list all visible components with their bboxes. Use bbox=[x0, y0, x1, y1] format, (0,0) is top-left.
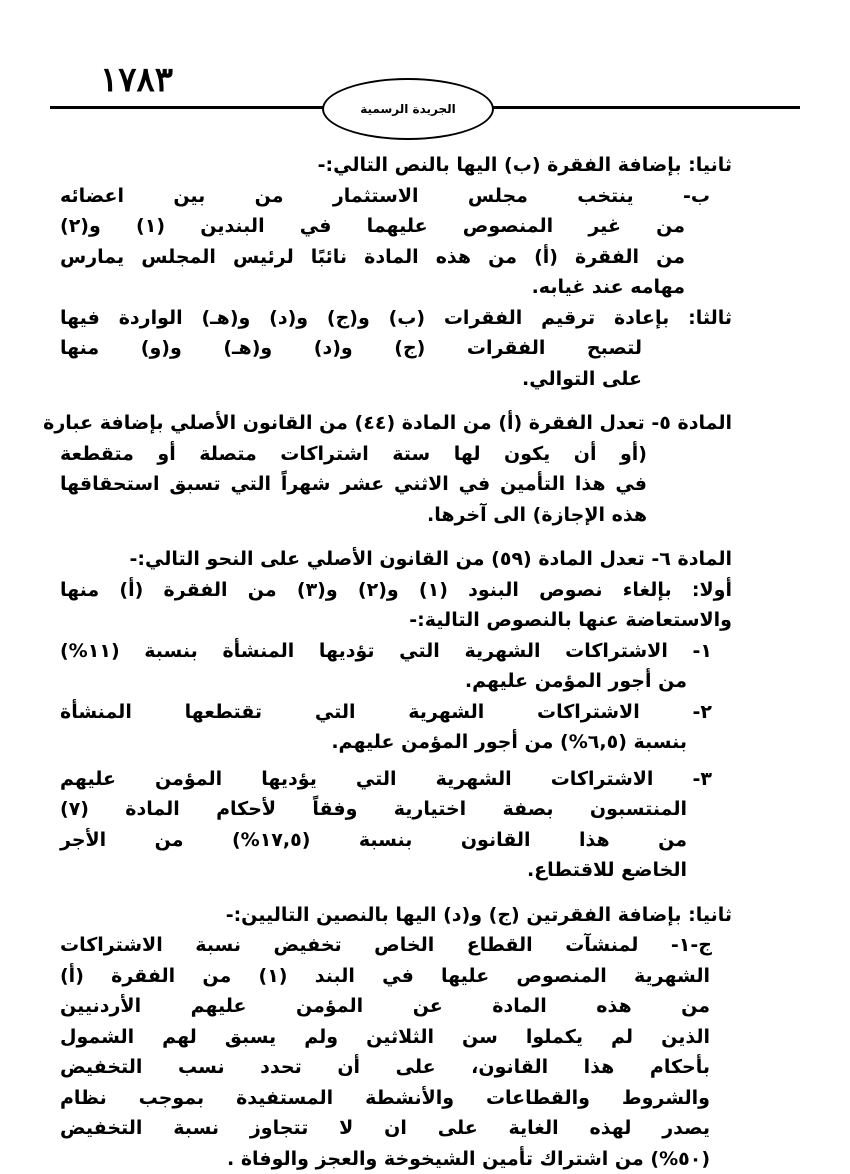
paragraph-line: ثانيا: بإضافة الفقرة (ب) اليها بالنص التالي:- bbox=[60, 150, 732, 181]
paragraph-line: بنسبة (٦,٥%) من أجور المؤمن عليهم. bbox=[60, 727, 687, 758]
paragraph-line: من الفقرة (أ) من هذه المادة نائبًا لرئيس المجلس يمارس bbox=[60, 242, 685, 273]
paragraph-line: من أجور المؤمن عليهم. bbox=[60, 666, 687, 697]
paragraph-line: في هذا التأمين في الاثني عشر شهراً التي تسبق استحقاقها bbox=[60, 469, 647, 500]
paragraph-line: ٣- الاشتراكات الشهرية التي يؤديها المؤمن عليهم bbox=[60, 764, 712, 795]
gazette-title-oval bbox=[322, 78, 494, 140]
paragraph-line: أولا: بإلغاء نصوص البنود (١) و(٢) و(٣) من الفقرة (أ) منها bbox=[60, 575, 732, 606]
paragraph-line: من هذا القانون بنسبة (١٧,٥%) من الأجر bbox=[60, 825, 687, 856]
page-number: ١٧٨٣ bbox=[100, 60, 173, 100]
paragraph-line: الخاضع للاقتطاع. bbox=[60, 855, 687, 886]
paragraph-line: لتصبح الفقرات (ج) و(د) و(هـ) و(و) منها bbox=[60, 333, 642, 364]
paragraph-line: ٢- الاشتراكات الشهرية التي تقتطعها المنشأة bbox=[60, 697, 712, 728]
clause-b bbox=[60, 181, 732, 303]
paragraph-line: (أو أن يكون لها ستة اشتراكات متصلة أو متقطعة bbox=[60, 439, 647, 470]
article-5-heading: المادة ٥- تعدل الفقرة (أ) من المادة (٤٤) من القانون الأصلي بإضافة عبارة bbox=[60, 408, 732, 439]
paragraph-line: ١- الاشتراكات الشهرية التي تؤديها المنشأة بنسبة (١١%) bbox=[60, 636, 712, 667]
paragraph-line: والشروط والقطاعات والأنشطة المستفيدة بموجب نظام bbox=[60, 1083, 710, 1114]
document-body bbox=[60, 150, 732, 1174]
paragraph-line: هذه الإجازة) الى آخرها. bbox=[60, 500, 647, 531]
paragraph-line: (٥٠%) من اشتراك تأمين الشيخوخة والعجز والوفاة . bbox=[60, 1144, 710, 1174]
paragraph-line: على التوالي. bbox=[60, 364, 642, 395]
paragraph-line: بأحكام هذا القانون، على أن تحدد نسب التخفيض bbox=[60, 1052, 710, 1083]
paragraph-line: من هذه المادة عن المؤمن عليهم الأردنيين bbox=[60, 991, 710, 1022]
paragraph-line: من غير المنصوص عليهما في البندين (١) و(٢) bbox=[60, 211, 685, 242]
paragraph-line: الذين لم يكملوا سن الثلاثين ولم يسبق لهم الشمول bbox=[60, 1022, 710, 1053]
paragraph-line: ب- ينتخب مجلس الاستثمار من بين اعضائه bbox=[60, 181, 710, 212]
paragraph-line: المنتسبون بصفة اختيارية وفقاً لأحكام المادة (٧) bbox=[60, 794, 687, 825]
gazette-title: الجريدة الرسمية bbox=[360, 102, 456, 116]
paragraph-line: ج-١- لمنشآت القطاع الخاص تخفيض نسبة الاشتراكات bbox=[60, 930, 712, 961]
paragraph-line: مهامه عند غيابه. bbox=[60, 272, 685, 303]
article-6-heading: المادة ٦- تعدل المادة (٥٩) من القانون الأصلي على النحو التالي:- bbox=[60, 544, 732, 575]
paragraph-line: والاستعاضة عنها بالنصوص التالية:- bbox=[60, 605, 732, 636]
paragraph-line: الشهرية المنصوص عليها في البند (١) من الفقرة (أ) bbox=[60, 961, 710, 992]
paragraph-line: ثانيا: بإضافة الفقرتين (ج) و(د) اليها بالنصين التاليين:- bbox=[60, 900, 732, 931]
paragraph-line: يصدر لهذه الغاية على ان لا تتجاوز نسبة التخفيض bbox=[60, 1113, 710, 1144]
paragraph-line: ثالثا: بإعادة ترقيم الفقرات (ب) و(ج) و(د) و(هـ) الواردة فيها bbox=[60, 303, 732, 334]
